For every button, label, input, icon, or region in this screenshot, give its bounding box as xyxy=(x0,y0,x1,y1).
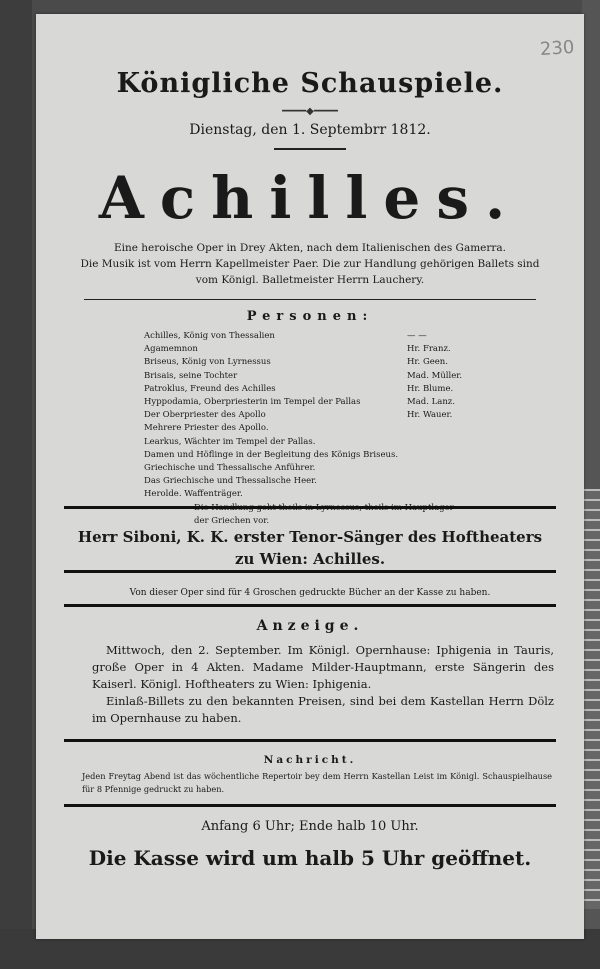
divider-thick xyxy=(64,604,556,607)
announcement-paragraph: Einlaß-Billets zu den bekannten Preisen, sind bei dem Kastellan Herrn Dölz im Opernhause zu haben. xyxy=(92,694,554,725)
book-note: Von dieser Oper sind für 4 Groschen gedruckte Bücher an der Kasse zu haben. xyxy=(129,588,491,598)
page-number: 230 xyxy=(538,36,575,61)
divider-thick xyxy=(64,570,556,573)
ornament-divider: ━━━━◆━━━━ xyxy=(282,106,338,117)
cast-row: Hyppodamia, Oberpriesterin im Tempel der Pallas Mad. Lanz. xyxy=(144,397,455,408)
performance-date: Dienstag, den 1. Septembrr 1812. xyxy=(189,122,431,138)
guest-line-2: zu Wien: Achilles. xyxy=(234,550,386,568)
cast-row: Brisais, seine Tochter Mad. Müller. xyxy=(144,370,463,381)
cast-row: Der Oberpriester des Apollo Hr. Wauer. xyxy=(144,410,453,421)
subtitle-line-1: Eine heroische Oper in Drey Akten, nach dem Italienischen des Gamerra. xyxy=(113,242,507,254)
cast-row: Herolde. Waffenträger. xyxy=(144,489,243,500)
announcement-text xyxy=(92,642,554,727)
cast-row: Patroklus, Freund des Achilles Hr. Blume. xyxy=(144,383,454,394)
subtitle-line-2: Die Musik ist vom Herrn Kapellmeister Paer. Die zur Handlung gehörigen Ballets sind xyxy=(80,258,540,270)
guest-singer xyxy=(36,526,584,570)
cast-row: Briseus, König von Lyrnessus Hr. Geen. xyxy=(144,357,448,368)
cast-row: Learkus, Wächter im Tempel der Pallas. xyxy=(144,436,316,447)
cast-row: Damen und Höflinge in der Begleitung des Königs Briseus. xyxy=(144,449,399,460)
divider-thick xyxy=(64,739,556,742)
play-title: Achilles. xyxy=(98,164,522,232)
divider-thick xyxy=(64,506,556,509)
notice-heading: Nachricht. xyxy=(263,754,357,766)
cast-list xyxy=(144,330,469,528)
cast-row: Achilles, König von Thessalien — — xyxy=(144,331,427,341)
scanner-background-left xyxy=(0,0,32,969)
box-office-opening: Die Kasse wird um halb 5 Uhr geöffnet. xyxy=(88,846,532,870)
theatre-title: Königliche Schauspiele. xyxy=(116,68,504,99)
scale-ruler xyxy=(582,489,600,909)
setting-note: der Griechen vor. xyxy=(194,515,270,526)
divider-thick xyxy=(64,804,556,807)
announcement-paragraph: Mittwoch, den 2. September. Im Königl. Opernhause: Iphigenia in Tauris, große Oper in 4 Akten. Madame Milder-Hauptmann, erste Sängerin des Kaiserl. Königl. Hoftheaters zu Wien: Iphigenia. xyxy=(92,643,554,691)
cast-row: Das Griechische und Thessalische Heer. xyxy=(144,476,317,487)
playbill-sheet xyxy=(36,14,584,939)
notice-text: Jeden Freytag Abend ist das wöchentliche Repertoir bey dem Herrn Kastellan Leist im Königl. Schauspielhause für 8 Pfennige gedruckt zu haben. xyxy=(82,771,552,794)
divider-short xyxy=(274,148,346,150)
guest-line-1: Herr Siboni, K. K. erster Tenor-Sänger des Hoftheaters xyxy=(77,528,543,546)
play-subtitle xyxy=(36,240,584,288)
cast-row: Agamemnon Hr. Franz. xyxy=(144,344,451,355)
cast-row: Griechische und Thessalische Anführer. xyxy=(144,463,316,474)
performance-times: Anfang 6 Uhr; Ende halb 10 Uhr. xyxy=(201,819,419,834)
divider-cast xyxy=(84,299,536,300)
cast-heading: Personen: xyxy=(246,309,374,324)
cast-row: Mehrere Priester des Apollo. xyxy=(144,423,269,434)
announcement-heading: Anzeige. xyxy=(256,618,364,634)
subtitle-line-3: vom Königl. Balletmeister Herrn Lauchery. xyxy=(195,274,425,286)
